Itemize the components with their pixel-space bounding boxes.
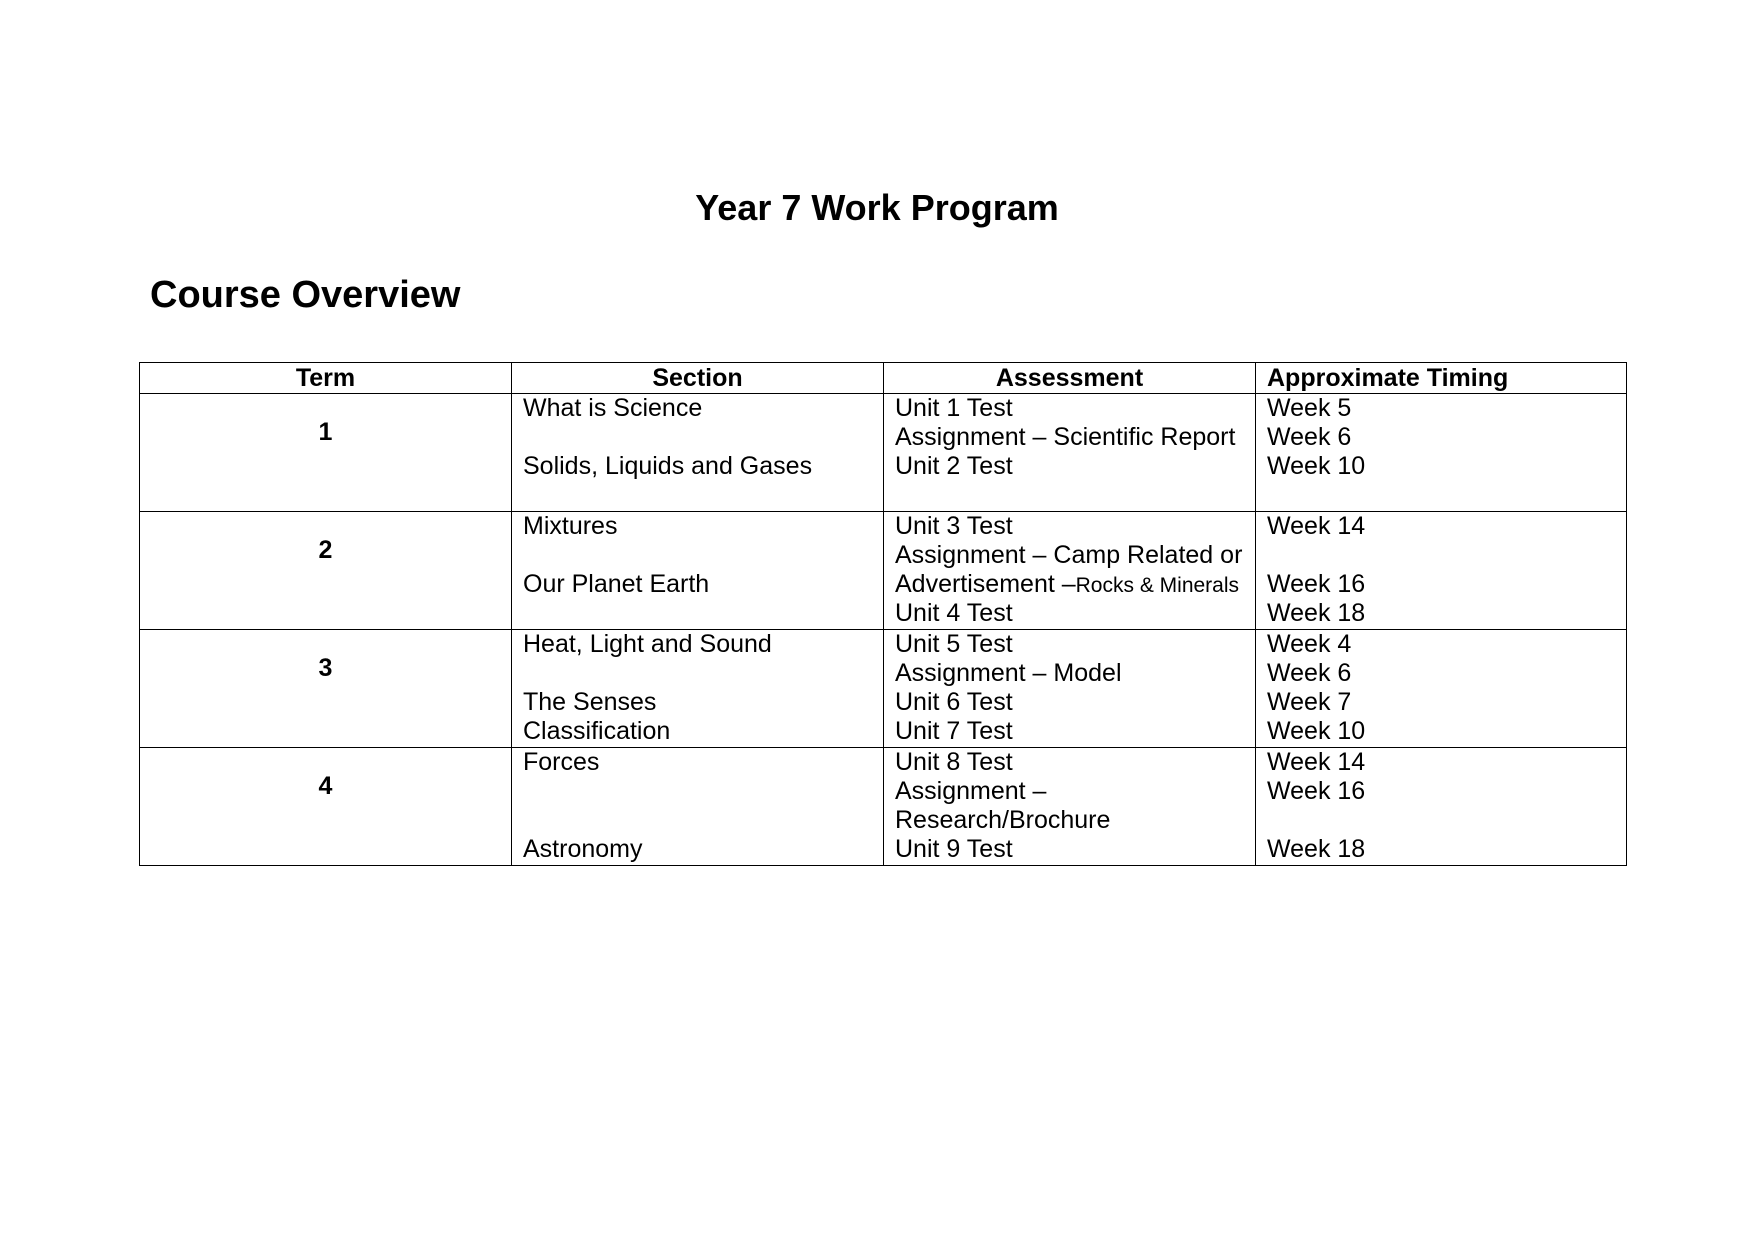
- timing-line: [1267, 481, 1626, 510]
- assessment-line: Research/Brochure: [895, 806, 1111, 834]
- term-cell: [140, 630, 512, 748]
- assessment-line: Unit 6 Test: [895, 688, 1013, 716]
- section-line: Our Planet Earth: [523, 570, 710, 598]
- timing-line: Week 18: [1267, 599, 1366, 627]
- timing-line: Week 10: [1267, 452, 1366, 480]
- header-assessment: Assessment: [884, 363, 1256, 394]
- assessment-line: Unit 4 Test: [895, 599, 1013, 627]
- section-line: [523, 599, 883, 628]
- timing-line: Week 7: [1267, 688, 1352, 716]
- timing-line: Week 16: [1267, 777, 1366, 805]
- timing-cell: [1256, 394, 1627, 512]
- term-cell: [140, 512, 512, 630]
- term-cell: [140, 394, 512, 512]
- assessment-line: Unit 5 Test: [895, 630, 1013, 658]
- section-line: [523, 541, 883, 570]
- section-line: The Senses: [523, 688, 657, 716]
- assessment-line: Assignment –: [895, 777, 1047, 805]
- section-line: Mixtures: [523, 512, 618, 540]
- section-line: Heat, Light and Sound: [523, 630, 772, 658]
- table-row: [140, 512, 1627, 630]
- section-line: Solids, Liquids and Gases: [523, 452, 813, 480]
- header-term: Term: [140, 363, 512, 394]
- section-line: What is Science: [523, 394, 703, 422]
- section-line: [523, 806, 883, 835]
- timing-line: Week 14: [1267, 748, 1366, 776]
- assessment-subtext: Rocks & Minerals: [1075, 574, 1240, 597]
- table-row: [140, 748, 1627, 866]
- assessment-line: [895, 570, 1255, 599]
- course-overview-table: [139, 362, 1627, 866]
- assessment-line: Unit 1 Test: [895, 394, 1013, 422]
- assessment-line: Assignment – Camp Related or: [895, 541, 1243, 569]
- assessment-line: [895, 481, 1255, 510]
- timing-line: [1267, 806, 1626, 835]
- assessment-cell: [884, 512, 1256, 630]
- section-line: [523, 481, 883, 510]
- term-number: 3: [318, 654, 333, 682]
- timing-line: Week 18: [1267, 835, 1366, 863]
- timing-line: Week 10: [1267, 717, 1366, 745]
- section-cell: [512, 512, 884, 630]
- section-line: [523, 777, 883, 806]
- timing-line: Week 16: [1267, 570, 1366, 598]
- term-number: 2: [318, 536, 333, 564]
- assessment-line: Unit 2 Test: [895, 452, 1013, 480]
- section-line: Astronomy: [523, 835, 643, 863]
- section-cell: [512, 748, 884, 866]
- section-line: Classification: [523, 717, 671, 745]
- table-header-row: [140, 363, 1627, 394]
- table-row: [140, 630, 1627, 748]
- timing-cell: [1256, 512, 1627, 630]
- assessment-line: Unit 9 Test: [895, 835, 1013, 863]
- timing-line: Week 6: [1267, 659, 1352, 687]
- assessment-cell: [884, 630, 1256, 748]
- term-cell: [140, 748, 512, 866]
- header-timing: Approximate Timing: [1256, 363, 1627, 394]
- section-heading: Course Overview: [150, 274, 461, 316]
- term-number: 1: [318, 418, 333, 446]
- term-number: 4: [318, 772, 333, 800]
- timing-line: Week 5: [1267, 394, 1352, 422]
- timing-line: Week 4: [1267, 630, 1352, 658]
- timing-line: [1267, 541, 1626, 570]
- assessment-line: Unit 8 Test: [895, 748, 1013, 776]
- timing-cell: [1256, 748, 1627, 866]
- assessment-text: Advertisement –: [895, 570, 1076, 598]
- assessment-cell: [884, 394, 1256, 512]
- assessment-line: Assignment – Model: [895, 659, 1122, 687]
- document-title: Year 7 Work Program: [695, 187, 1059, 228]
- section-cell: [512, 394, 884, 512]
- section-line: Forces: [523, 748, 600, 776]
- timing-line: Week 14: [1267, 512, 1366, 540]
- assessment-cell: [884, 748, 1256, 866]
- header-section: Section: [512, 363, 884, 394]
- timing-line: Week 6: [1267, 423, 1352, 451]
- assessment-line: Assignment – Scientific Report: [895, 423, 1236, 451]
- section-cell: [512, 630, 884, 748]
- section-line: [523, 423, 883, 452]
- table-row: [140, 394, 1627, 512]
- timing-cell: [1256, 630, 1627, 748]
- assessment-line: Unit 3 Test: [895, 512, 1013, 540]
- section-line: [523, 659, 883, 688]
- assessment-line: Unit 7 Test: [895, 717, 1013, 745]
